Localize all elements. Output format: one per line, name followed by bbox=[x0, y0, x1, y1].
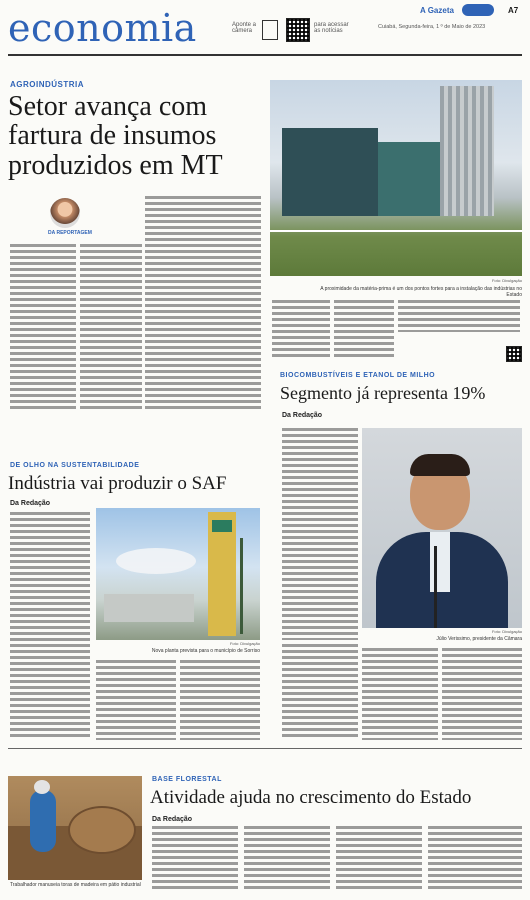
saf-kicker: DE OLHO NA SUSTENTABILIDADE bbox=[10, 462, 140, 469]
saf-column-1 bbox=[10, 512, 90, 740]
portrait-caption: Júlio Verissimo, presidente da Câmara bbox=[436, 636, 522, 642]
biodiesel-column-4 bbox=[442, 648, 522, 740]
saf-caption: Nova planta prevista para o município de Sorriso bbox=[151, 648, 260, 654]
brand-badge-icon bbox=[462, 4, 494, 16]
forest-headline: Atividade ajuda no crescimento do Estado bbox=[150, 787, 472, 808]
main-headline: Setor avança com fartura de insumos produzidos em MT bbox=[8, 91, 223, 181]
author-avatar bbox=[50, 198, 80, 228]
silo-tower bbox=[440, 86, 494, 216]
forest-byline: Da Redação bbox=[152, 816, 193, 823]
forest-column-2 bbox=[244, 826, 330, 892]
forest-column-1 bbox=[152, 826, 238, 892]
biodiesel-headline: Segmento já representa 19% bbox=[280, 383, 486, 403]
worker bbox=[30, 790, 56, 852]
saf-byline: Da Redação bbox=[10, 500, 51, 507]
qr-label: Aponte a câmera bbox=[232, 22, 257, 34]
portrait-credit: Foto: Divulgação bbox=[491, 629, 522, 634]
log-end bbox=[68, 806, 136, 854]
section-title: economia bbox=[8, 6, 197, 50]
section-divider bbox=[8, 748, 522, 749]
fence-line bbox=[270, 230, 522, 232]
palm-tree bbox=[240, 538, 243, 634]
biodiesel-byline: Da Redação bbox=[282, 412, 323, 419]
forest-caption: Trabalhador manuseia toras de madeira em pátio industrial bbox=[10, 882, 141, 888]
saf-plant-photo bbox=[96, 508, 260, 640]
qr-code-icon[interactable] bbox=[286, 18, 310, 42]
main-author: DA REPORTAGEM bbox=[48, 230, 92, 236]
main-kicker: AGROINDÚSTRIA bbox=[10, 80, 85, 89]
date-line: Cuiabá, Segunda-feira, 1 º de Maio de 2023 bbox=[378, 24, 486, 30]
cloud bbox=[116, 548, 196, 574]
portrait-shirt bbox=[430, 532, 450, 592]
factory-annex bbox=[378, 142, 448, 216]
factory-building bbox=[282, 128, 378, 216]
biodiesel-column-1 bbox=[282, 428, 358, 640]
forest-photo bbox=[8, 776, 142, 880]
saf-column-3 bbox=[180, 660, 260, 740]
qr-description: para acessar as notícias bbox=[314, 22, 349, 34]
main-caption: A proximidade da matéria-prima é um dos pontos fortes para a instalação das indústrias no Estado bbox=[320, 286, 522, 298]
biodiesel-kicker: BIOCOMBUSTÍVEIS E ETANOL DE MILHO bbox=[280, 372, 436, 379]
saf-sign-logo bbox=[212, 520, 232, 532]
saf-photo-credit: Foto: Divulgação bbox=[229, 641, 260, 646]
factory-photo bbox=[270, 80, 522, 276]
forest-kicker: BASE FLORESTAL bbox=[152, 776, 222, 783]
biodiesel-column-3 bbox=[362, 648, 438, 740]
main-column-1 bbox=[10, 244, 76, 412]
main-column-4 bbox=[272, 300, 330, 360]
brand-logo: A Gazeta bbox=[420, 6, 454, 15]
phone-icon bbox=[262, 20, 278, 40]
saf-column-2 bbox=[96, 660, 176, 740]
biodiesel-column-2 bbox=[282, 644, 358, 740]
plant-structure bbox=[104, 594, 194, 622]
page-number: A7 bbox=[508, 6, 519, 15]
masthead-rule bbox=[8, 54, 522, 56]
forest-column-4 bbox=[428, 826, 522, 892]
portrait-photo bbox=[362, 428, 522, 628]
main-photo-credit: Foto: Divulgação bbox=[491, 278, 522, 283]
microphone-icon bbox=[434, 546, 437, 628]
main-column-6 bbox=[398, 300, 520, 332]
main-column-3 bbox=[145, 196, 261, 410]
article-qr-icon[interactable] bbox=[506, 346, 522, 362]
main-column-2 bbox=[80, 244, 142, 412]
main-column-5 bbox=[334, 300, 394, 360]
saf-headline: Indústria vai produzir o SAF bbox=[8, 473, 227, 494]
forest-column-3 bbox=[336, 826, 422, 892]
portrait-hair bbox=[410, 454, 470, 476]
helmet bbox=[34, 780, 50, 794]
